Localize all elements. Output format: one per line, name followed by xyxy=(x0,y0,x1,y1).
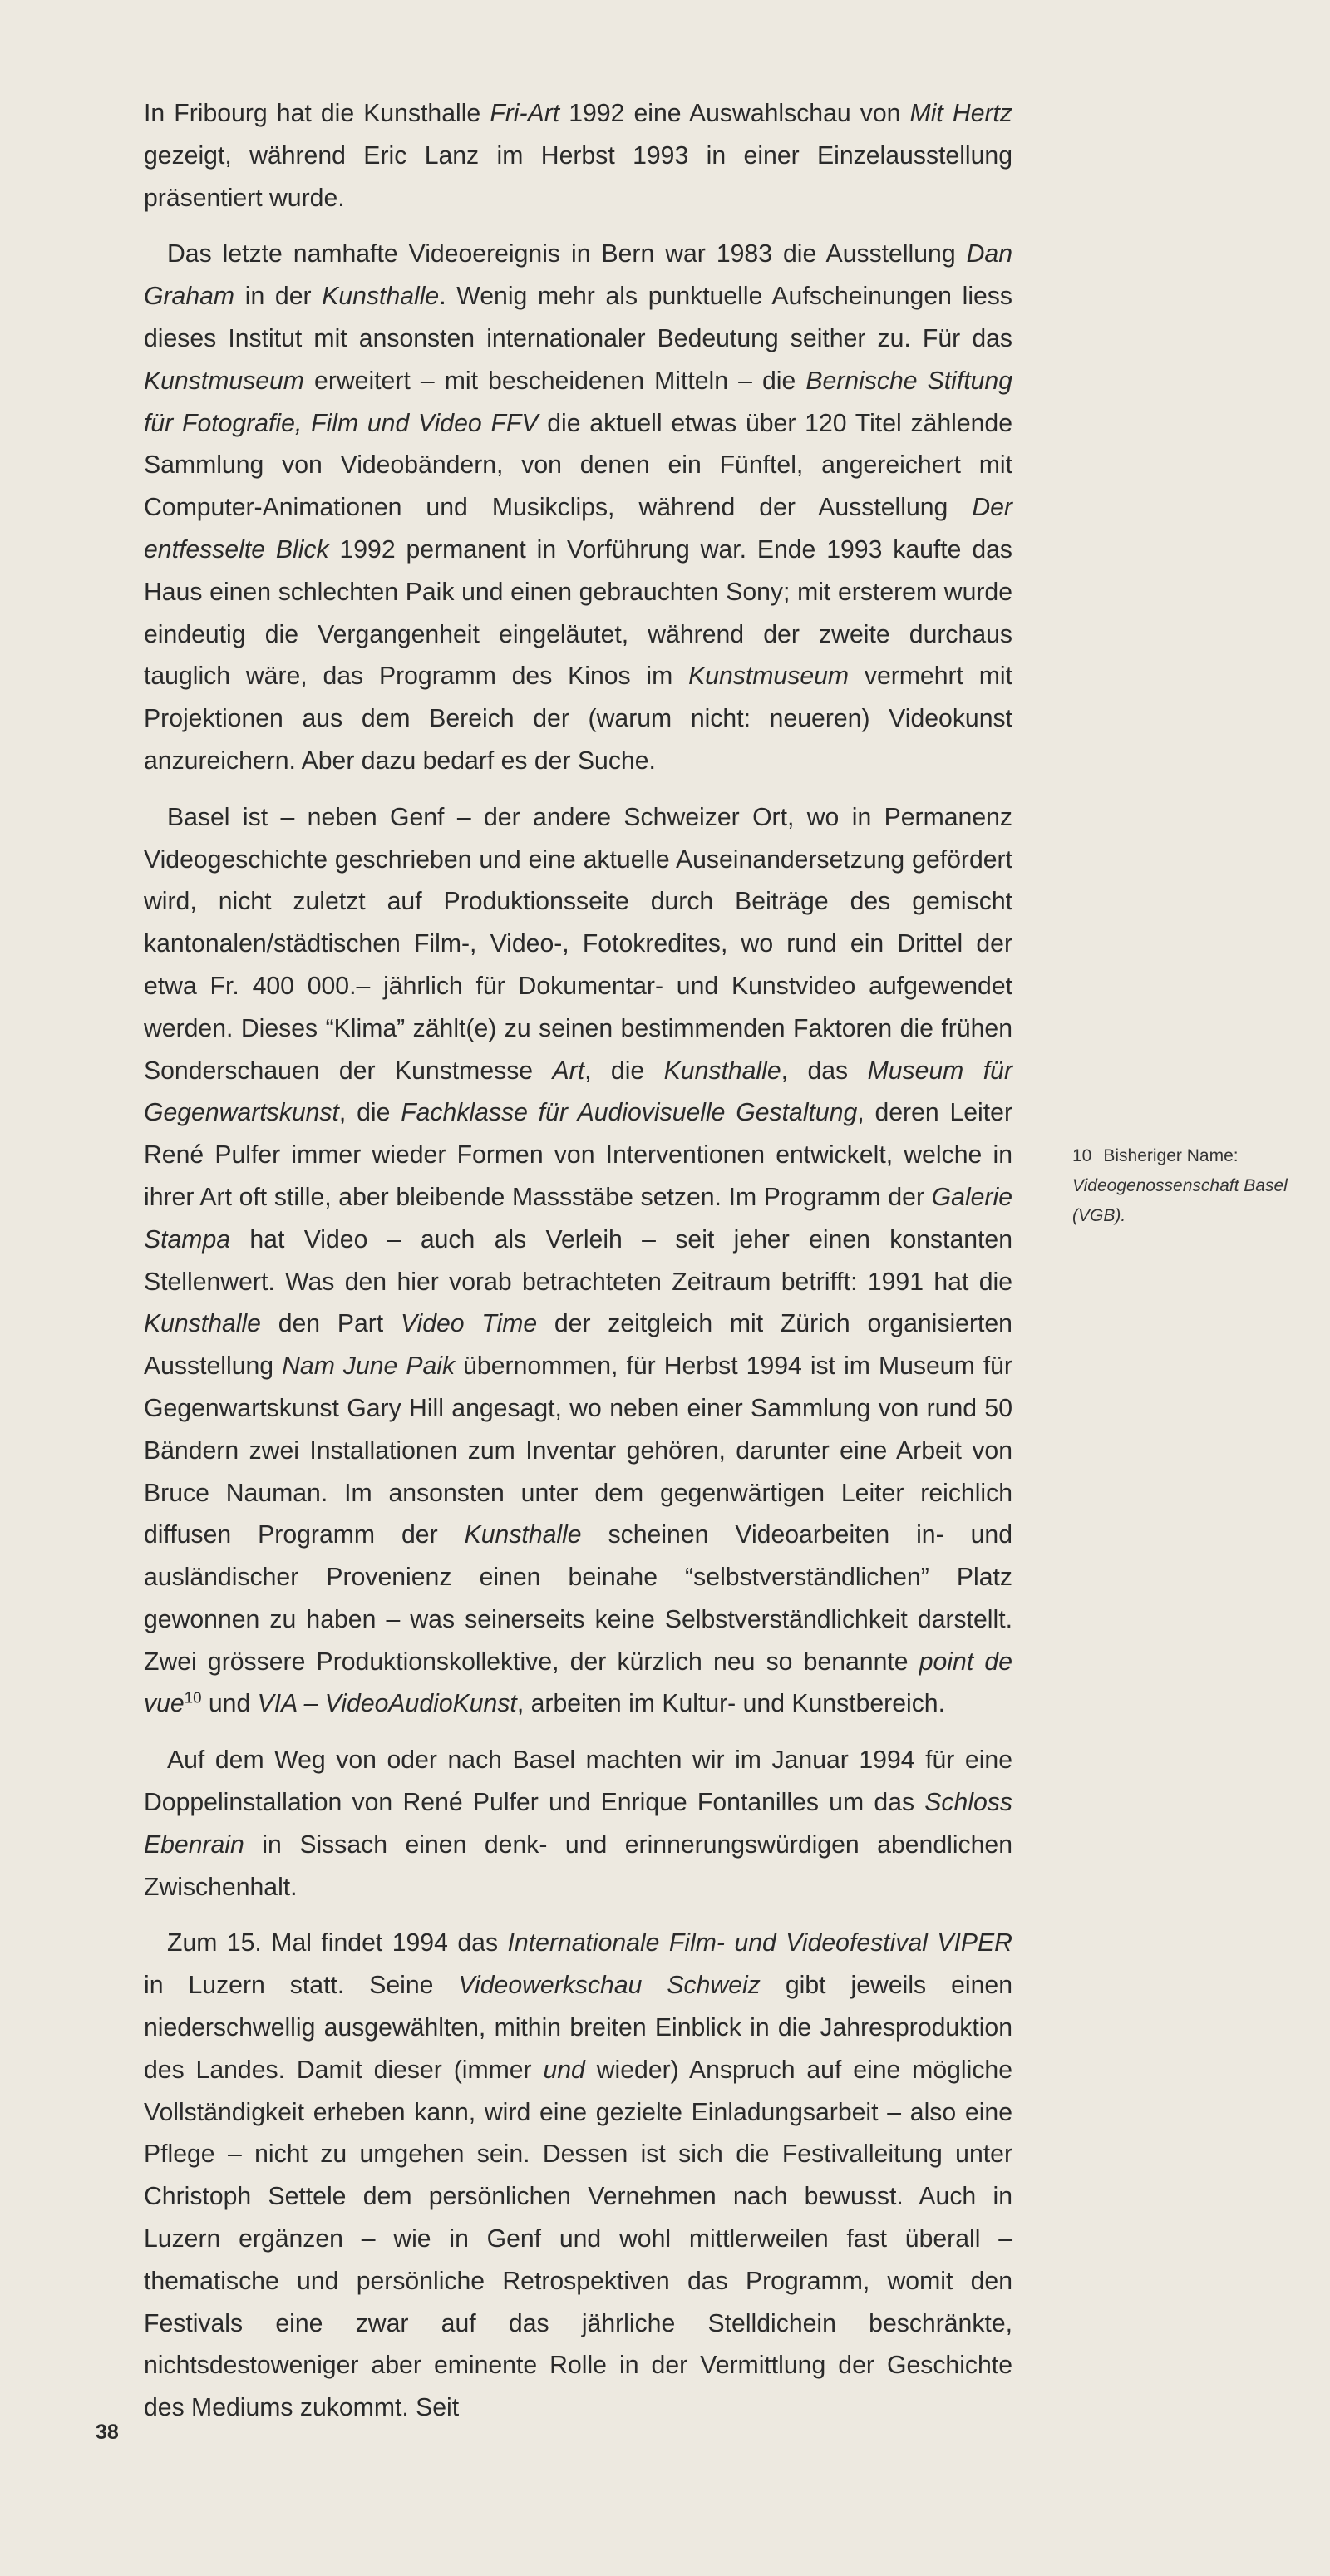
footnote-label: Bisheriger Name: xyxy=(1103,1146,1239,1165)
italic-title: Videowerkschau Schweiz xyxy=(458,1972,761,2000)
text-run: in der xyxy=(234,283,323,311)
text-run: erweitert – mit bescheidenen Mitteln – die xyxy=(303,367,806,395)
italic-title: Video Time xyxy=(400,1310,538,1338)
text-run: Das letzte namhafte Videoereignis in Bern war 1983 die Ausstellung xyxy=(167,240,967,268)
italic-title: Kunstmuseum xyxy=(688,662,850,691)
text-run: Basel ist – neben Genf – der andere Schweizer Ort, wo in Permanenz Videogeschichte geschrieben und eine aktuelle Auseinandersetzung gefördert wird, nicht zuletzt auf Produktionsseite durch Beiträge des gemischt kantonalen/städtischen Film-, Video-, Fotokredites, wo rund ein Drittel der etwa Fr. 400 000.– jährlich für Dokumentar- und Kunstvideo aufgewendet werden. Dieses “Klima” zählt(e) zu seinen bestimmenden Faktoren die frühen Sonderschauen der Kunstmesse xyxy=(144,803,1012,1085)
text-run: den Part xyxy=(260,1310,401,1338)
footnote-10 xyxy=(1072,1141,1322,1231)
text-run: die aktuell etwas über 120 Titel zählende Sammlung von Videobändern, von denen ein Fünftel, angereichert mit Computer-Animationen und Musikclips, während der Ausstellung xyxy=(144,409,1012,522)
italic-title: Art xyxy=(552,1057,585,1085)
italic-title: VIA – VideoAudioKunst xyxy=(257,1690,517,1718)
italic-title: Der entfesselte Blick xyxy=(144,494,1012,564)
italic-title: Museum für Gegenwartskunst xyxy=(144,1057,1012,1127)
main-text-column xyxy=(144,93,1012,2444)
paragraph-sissach xyxy=(144,1740,1012,1909)
footnote-text: Videogenossenschaft Basel (VGB). xyxy=(1072,1176,1288,1225)
text-run: , deren Leiter René Pulfer immer wieder Formen von Interventionen entwickelt, welche in ihrer Art oft stille, aber bleibende Massstäbe setzen. Im Programm der xyxy=(144,1099,1012,1211)
footnote-number: 10 xyxy=(1072,1146,1092,1165)
italic-title: Mit Hertz xyxy=(909,100,1013,127)
italic-title: point de vue xyxy=(144,1648,1012,1718)
italic-title: Dan Graham xyxy=(144,240,1012,311)
text-run: in Sissach einen denk- und erinnerungswürdigen abendlichen Zwischenhalt. xyxy=(144,1830,1012,1901)
footnote-reference: 10 xyxy=(184,1689,202,1707)
text-run: , das xyxy=(781,1057,868,1085)
italic-title: Nam June Paik xyxy=(282,1352,456,1381)
text-run: . Wenig mehr als punktuelle Aufscheinungen liess dieses Institut mit ansonsten internationaler Bedeutung seither zu. Für das xyxy=(144,283,1012,352)
italic-title: und xyxy=(543,2056,585,2084)
italic-title: Bernische Stiftung für Fotografie, Film und Video FFV xyxy=(144,367,1012,437)
text-run: , arbeiten im Kultur- und Kunstbereich. xyxy=(516,1690,945,1718)
text-run: gibt jeweils einen niederschwellig ausgewählten, mithin breiten Einblick in die Jahresproduktion des Landes. Damit dieser (immer xyxy=(144,1972,1012,2084)
italic-title: Kunsthalle xyxy=(144,1310,261,1338)
text-run: hat Video – auch als Verleih – seit jeher einen konstanten Stellenwert. Was den hier vorab betrachteten Zeitraum betrifft: 1991 hat die xyxy=(144,1225,1012,1296)
text-run: scheinen Videoarbeiten in- und ausländischer Provenienz einen beinahe “selbstverständlichen” Platz gewonnen zu haben – was seinerseits keine Selbstverständlichkeit darstellt. Zwei grössere Produktionskollektive, der kürzlich neu so benannte xyxy=(144,1521,1012,1676)
italic-title: Schloss Ebenrain xyxy=(144,1789,1012,1859)
italic-title: Kunsthalle xyxy=(464,1521,582,1549)
text-run: Auf dem Weg von oder nach Basel machten wir im Januar 1994 für eine Doppelinstallation von René Pulfer und Enrique Fontanilles um das xyxy=(144,1746,1012,1817)
italic-title: Kunsthalle xyxy=(663,1057,781,1085)
text-run: 1992 eine Auswahlschau von xyxy=(559,100,910,127)
paragraph-basel xyxy=(144,797,1012,1726)
text-run: gezeigt, während Eric Lanz im Herbst 1993 in einer Einzelausstellung präsentiert wurde. xyxy=(144,141,1012,212)
text-run: in Luzern statt. Seine xyxy=(144,1972,459,2000)
paragraph-bern xyxy=(144,234,1012,782)
text-run: , die xyxy=(338,1099,401,1127)
text-run: wieder) Anspruch auf eine mögliche Vollständigkeit erheben kann, wird eine gezielte Einladungsarbeit – also eine Pflege – nicht zu umgehen sein. Dessen ist sich die Festivalleitung unter Christoph Settele dem persönlichen Vernehmen nach bewusst. Auch in Luzern ergänzen – wie in Genf und wohl mittlerweilen fast überall – thematische und persönliche Retrospektiven das Programm, womit den Festivals eine zwar auf das jährliche Stelldichein beschränkte, nichtsdestoweniger aber eminente Rolle in der Vermittlung der Geschichte des Mediums zukommt. Seit xyxy=(144,2056,1012,2422)
paragraph-fribourg xyxy=(144,93,1012,219)
text-run: und xyxy=(201,1690,258,1718)
text-run: Zum 15. Mal findet 1994 das xyxy=(167,1929,508,1958)
text-run: , die xyxy=(584,1057,664,1085)
italic-title: Kunsthalle xyxy=(322,283,440,311)
italic-title: Galerie Stampa xyxy=(144,1183,1012,1254)
text-run: vermehrt mit Projektionen aus dem Bereich der (warum nicht: neueren) Videokunst anzureichern. Aber dazu bedarf es der Suche. xyxy=(144,662,1012,775)
italic-title: Fri-Art xyxy=(490,100,560,127)
italic-title: Internationale Film- und Videofestival VIPER xyxy=(507,1929,1012,1958)
text-run: übernommen, für Herbst 1994 ist im Museum für Gegenwartskunst Gary Hill angesagt, wo neben einer Sammlung von rund 50 Bändern zwei Installationen zum Inventar gehören, darunter eine Arbeit von Bruce Nauman. Im ansonsten unter dem gegenwärtigen Leiter reichlich diffusen Programm der xyxy=(144,1352,1012,1549)
text-run: der zeitgleich mit Zürich organisierten Ausstellung xyxy=(144,1310,1012,1381)
italic-title: Fachklasse für Audiovisuelle Gestaltung xyxy=(401,1099,858,1127)
text-run: In Fribourg hat die Kunsthalle xyxy=(144,100,490,127)
text-run: 1992 permanent in Vorführung war. Ende 1993 kaufte das Haus einen schlechten Paik und einen gebrauchten Sony; mit ersterem wurde eindeutig die Vergangenheit eingeläutet, während der zweite durchaus tauglich wäre, das Programm des Kinos im xyxy=(144,535,1012,691)
italic-title: Kunstmuseum xyxy=(144,367,304,395)
page-number: 38 xyxy=(96,2421,119,2444)
paragraph-luzern xyxy=(144,1923,1012,2430)
